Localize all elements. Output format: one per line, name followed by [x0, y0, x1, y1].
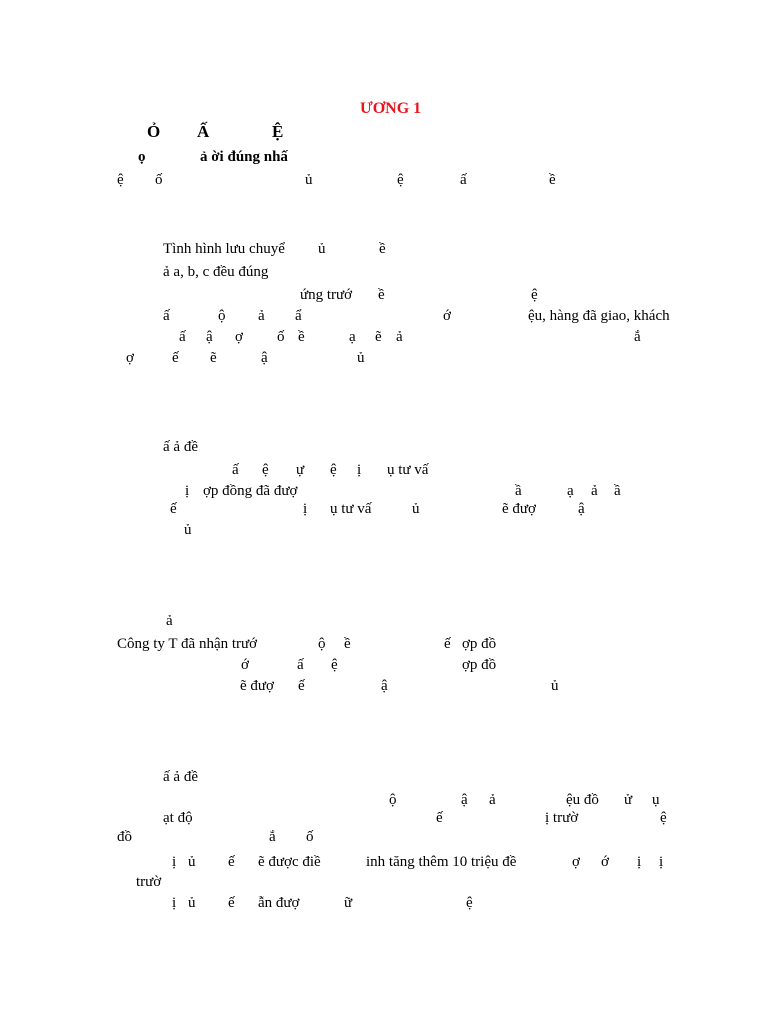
q1-line5-fragment: ạ [349, 329, 356, 345]
subheading-fragment: ọ [138, 149, 146, 165]
q4-line5-fragment: ẽ được điề [258, 854, 321, 870]
q3-line2-fragment: Công ty T đã nhận trướ [117, 636, 258, 652]
q4-line7-fragment: ệ [466, 895, 473, 911]
heading-fragment: Ỏ [147, 122, 161, 141]
q4-line2-fragment: ụ [652, 792, 660, 808]
q4-line4-fragment: ố [306, 829, 314, 845]
q2-line4-fragment: ẽ đượ [502, 501, 536, 517]
q2-line4-fragment: ế [170, 501, 177, 517]
q1-line3-fragment: ệ [531, 287, 538, 303]
q2-line2-fragment: ệ [330, 462, 337, 478]
q1-line4-fragment: ệu, hàng đã giao, khách [528, 308, 670, 324]
q4-line7-fragment: ế [228, 895, 235, 911]
q1-line5-fragment: ắ [634, 329, 641, 345]
q4-line3-fragment: ị trườ [545, 810, 579, 826]
q1-line4-fragment: ớ [443, 308, 451, 324]
q2-line5: ủ [184, 522, 192, 538]
q4-line2-fragment: ậ [461, 792, 468, 808]
q4-line4-fragment: ắ [269, 829, 276, 845]
q2-line2-fragment: ệ [262, 462, 269, 478]
q3-line2-fragment: ế [444, 636, 451, 652]
q3-line4-fragment: ế [298, 678, 305, 694]
heading-fragment: Ệ [272, 122, 284, 141]
q1-line1-fragment: ủ [318, 241, 326, 257]
q1-line5-fragment: ấ [179, 329, 186, 345]
q2-line4-fragment: ụ tư vấ [330, 501, 372, 517]
q4-line3-fragment: ệ [660, 810, 667, 826]
chapter-title: ƯƠNG 1 [360, 100, 422, 117]
q1-line6-fragment: ẽ [210, 350, 217, 366]
q2-line3-fragment: ạ [567, 483, 574, 499]
q2-line4-fragment: ậ [578, 501, 585, 517]
q4-line7-fragment: ữ [344, 895, 353, 911]
intro-fragment: ố [155, 172, 163, 188]
q1-line5-fragment: ậ [206, 329, 213, 345]
q2-line4-fragment: ủ [412, 501, 420, 517]
q4-line2-fragment: ử [624, 792, 633, 808]
q4-line5-fragment: ị [172, 854, 177, 870]
intro-fragment: ệ [117, 172, 124, 188]
q2-line2-fragment: ấ [232, 462, 239, 478]
q1-line5-fragment: ợ [235, 329, 243, 345]
intro-fragment: ủ [305, 172, 313, 188]
q4-line7-fragment: ị [172, 895, 177, 911]
q1-line3-fragment: ề [378, 287, 385, 303]
q3-line2-fragment: ộ [318, 636, 326, 652]
q1-line4-fragment: ẩ [295, 308, 302, 324]
q4-line2-fragment: ả [489, 792, 496, 808]
q1-line5-fragment: ả [396, 329, 403, 345]
q2-line3-fragment: ợp đồng đã đượ [203, 483, 298, 499]
q4-line5-fragment: ớ [601, 854, 609, 870]
q4-line5-fragment: ủ [188, 854, 196, 870]
q1-line3-fragment: ứng trướ [300, 287, 353, 303]
q3-line2-fragment: ề [344, 636, 351, 652]
subheading-fragment: ả ời đúng nhấ [200, 149, 288, 165]
q3-line1: ả [166, 613, 173, 629]
q1-line6-fragment: ế [172, 350, 179, 366]
q3-line4-fragment: ẽ đượ [240, 678, 274, 694]
q4-line2-fragment: ệu đồ [566, 792, 599, 808]
q1-line4-fragment: ấ [163, 308, 170, 324]
q2-line4-fragment: ị [303, 501, 308, 517]
q4-line6: trườ [136, 874, 162, 890]
q3-line3-fragment: ấ [297, 657, 304, 673]
q1-line2: ả a, b, c đều đúng [163, 264, 269, 280]
q1-line5-fragment: ố [277, 329, 285, 345]
q4-line7-fragment: ủ [188, 895, 196, 911]
q4-line5-fragment: ế [228, 854, 235, 870]
q3-line2-fragment: ợp đồ [462, 636, 497, 652]
q2-line2-fragment: ự [296, 462, 305, 478]
intro-fragment: ấ [460, 172, 467, 188]
q2-line3-fragment: ị [185, 483, 190, 499]
q1-line1-fragment: Tình hình lưu chuyể [163, 241, 285, 257]
q1-line6-fragment: ủ [357, 350, 365, 366]
q2-line3-fragment: ả [591, 483, 598, 499]
q4-line5-fragment: inh tăng thêm 10 triệu đề [366, 854, 517, 870]
q4-line3-fragment: ế [436, 810, 443, 826]
q1-line1-fragment: ề [379, 241, 386, 257]
q3-line4-fragment: ủ [551, 678, 559, 694]
q4-line3-fragment: ạt độ [163, 810, 193, 826]
q4-line4-fragment: đồ [117, 829, 132, 845]
q3-line3-fragment: ệ [331, 657, 338, 673]
intro-fragment: ệ [397, 172, 404, 188]
q2-line1: ấ ả đề [163, 439, 198, 455]
q3-line3-fragment: ớ [241, 657, 249, 673]
heading-fragment: Ấ [197, 122, 210, 141]
q1-line5-fragment: ẽ [375, 329, 382, 345]
q4-line7-fragment: ẫn đượ [258, 895, 300, 911]
q2-line2-fragment: ụ tư vấ [387, 462, 429, 478]
intro-fragment: ề [549, 172, 556, 188]
q2-line2-fragment: ị [357, 462, 362, 478]
q1-line4-fragment: ả [258, 308, 265, 324]
q4-line1: ấ ả đề [163, 769, 198, 785]
q1-line5-fragment: ề [298, 329, 305, 345]
q1-line6-fragment: ợ [126, 350, 134, 366]
q2-line3-fragment: ầ [515, 483, 522, 499]
q1-line4-fragment: ộ [218, 308, 226, 324]
q3-line4-fragment: ậ [381, 678, 388, 694]
q2-line3-fragment: ầ [614, 483, 621, 499]
q1-line6-fragment: ậ [261, 350, 268, 366]
q4-line5-fragment: ị [637, 854, 642, 870]
q4-line5-fragment: ợ [572, 854, 580, 870]
q4-line5-fragment: ị [659, 854, 664, 870]
q3-line3-fragment: ợp đồ [462, 657, 497, 673]
q4-line2-fragment: ộ [389, 792, 397, 808]
